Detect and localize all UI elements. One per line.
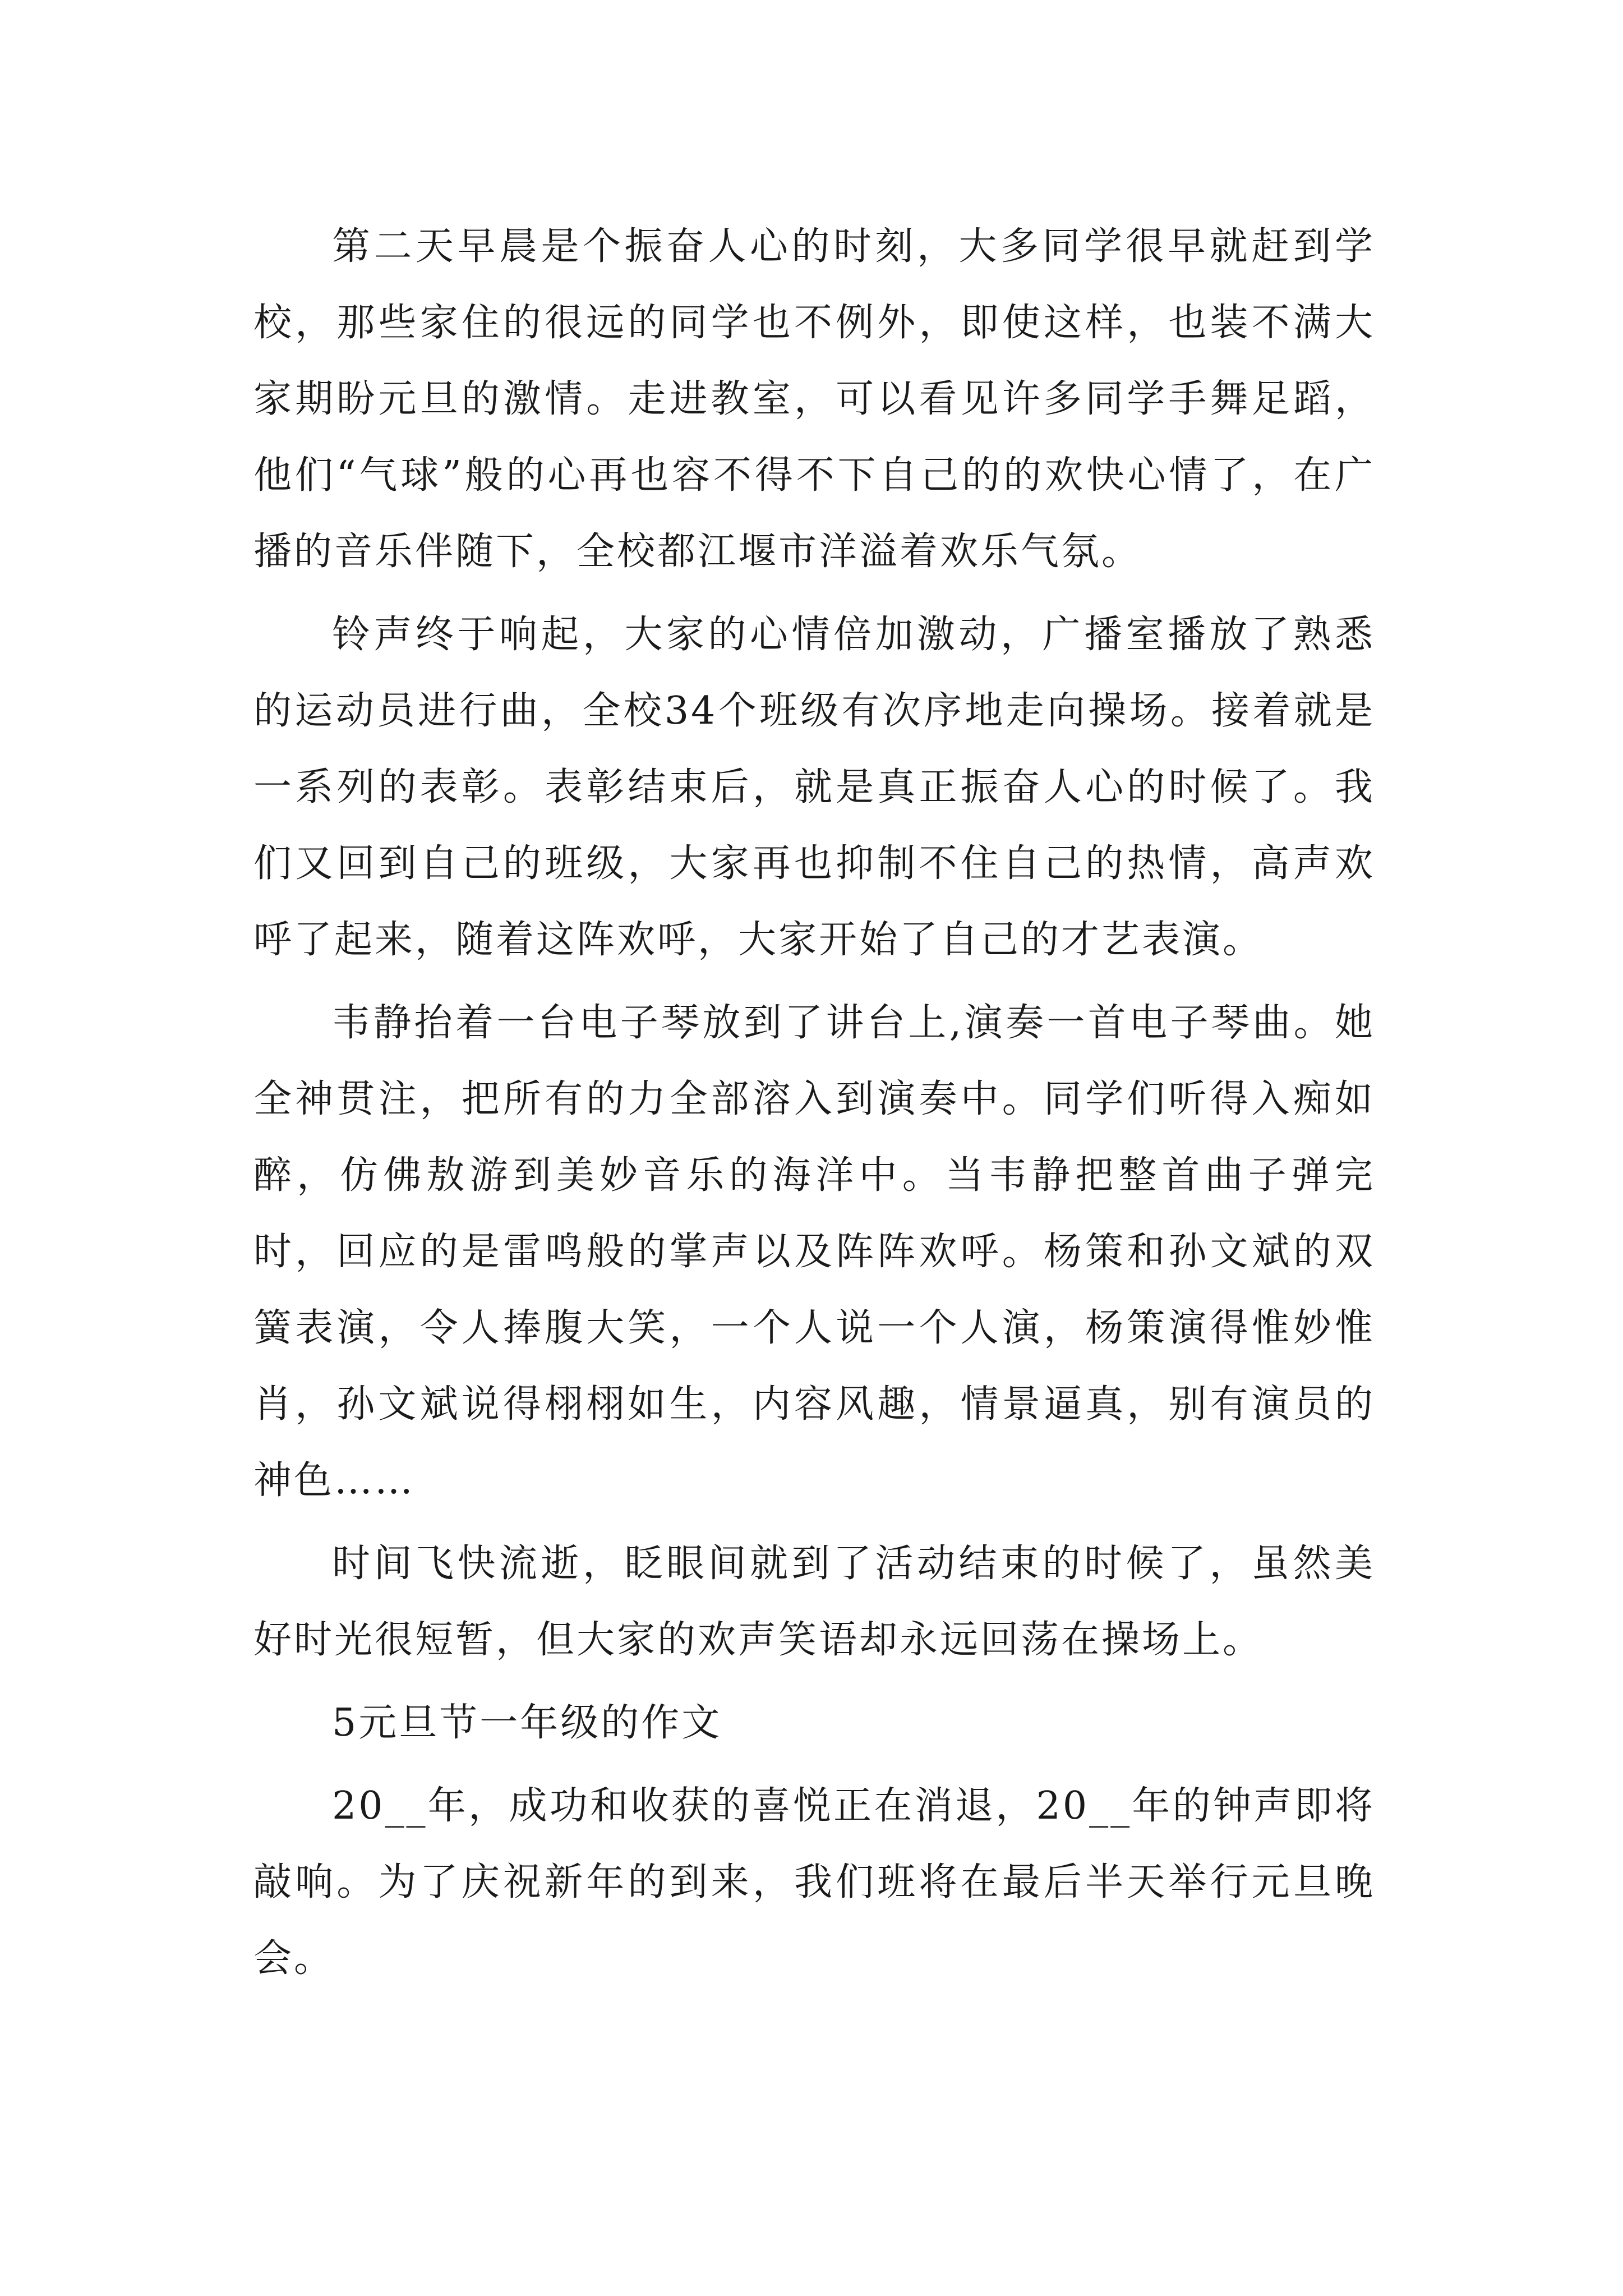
section-heading: 5元旦节一年级的作文 xyxy=(332,1701,722,1745)
paragraph-performance: 韦静抬着一台电子琴放到了讲台上,演奏一首电子琴曲。她全神贯注，把所有的力全部溶入到演奏中。同学们听得入痴如醉，仿佛敖游到美妙音乐的海洋中。当韦静把整首曲子弹完时，回应的是雷鸣般的掌声以及阵阵欢呼。杨策和孙文斌的双簧表演，令人捧腹大笑，一个人说一个人演，杨策演得惟妙惟肖，孙文斌说得栩栩如生，内容风趣，情景逼真，别有演员的神色…… xyxy=(253,1001,1375,1503)
paragraph-morning: 第二天早晨是个振奋人心的时刻，大多同学很早就赶到学校，那些家住的很远的同学也不例外，即使这样，也装不满大家期盼元旦的激情。走进教室，可以看见许多同学手舞足蹈，他们“气球”般的心再也容不得不下自己的的欢快心情了，在广播的音乐伴随下，全校都江堰市洋溢着欢乐气氛。 xyxy=(253,224,1375,574)
document-body xyxy=(253,209,1375,2004)
paragraph-new-year: 20__年，成功和收获的喜悦正在消退，20__年的钟声即将敲响。为了庆祝新年的到来，我们班将在最后半天举行元旦晚会。 xyxy=(253,1784,1375,1981)
paragraph-ending: 时间飞快流逝，眨眼间就到了活动结束的时候了，虽然美好时光很短暂，但大家的欢声笑语却永远回荡在操场上。 xyxy=(253,1542,1375,1662)
paragraph-bell: 铃声终于响起，大家的心情倍加激动，广播室播放了熟悉的运动员进行曲，全校34个班级有次序地走向操场。接着就是一系列的表彰。表彰结束后，就是真正振奋人心的时候了。我们又回到自己的班级，大家再也抑制不住自己的热情，高声欢呼了起来，随着这阵欢呼，大家开始了自己的才艺表演。 xyxy=(253,613,1375,962)
